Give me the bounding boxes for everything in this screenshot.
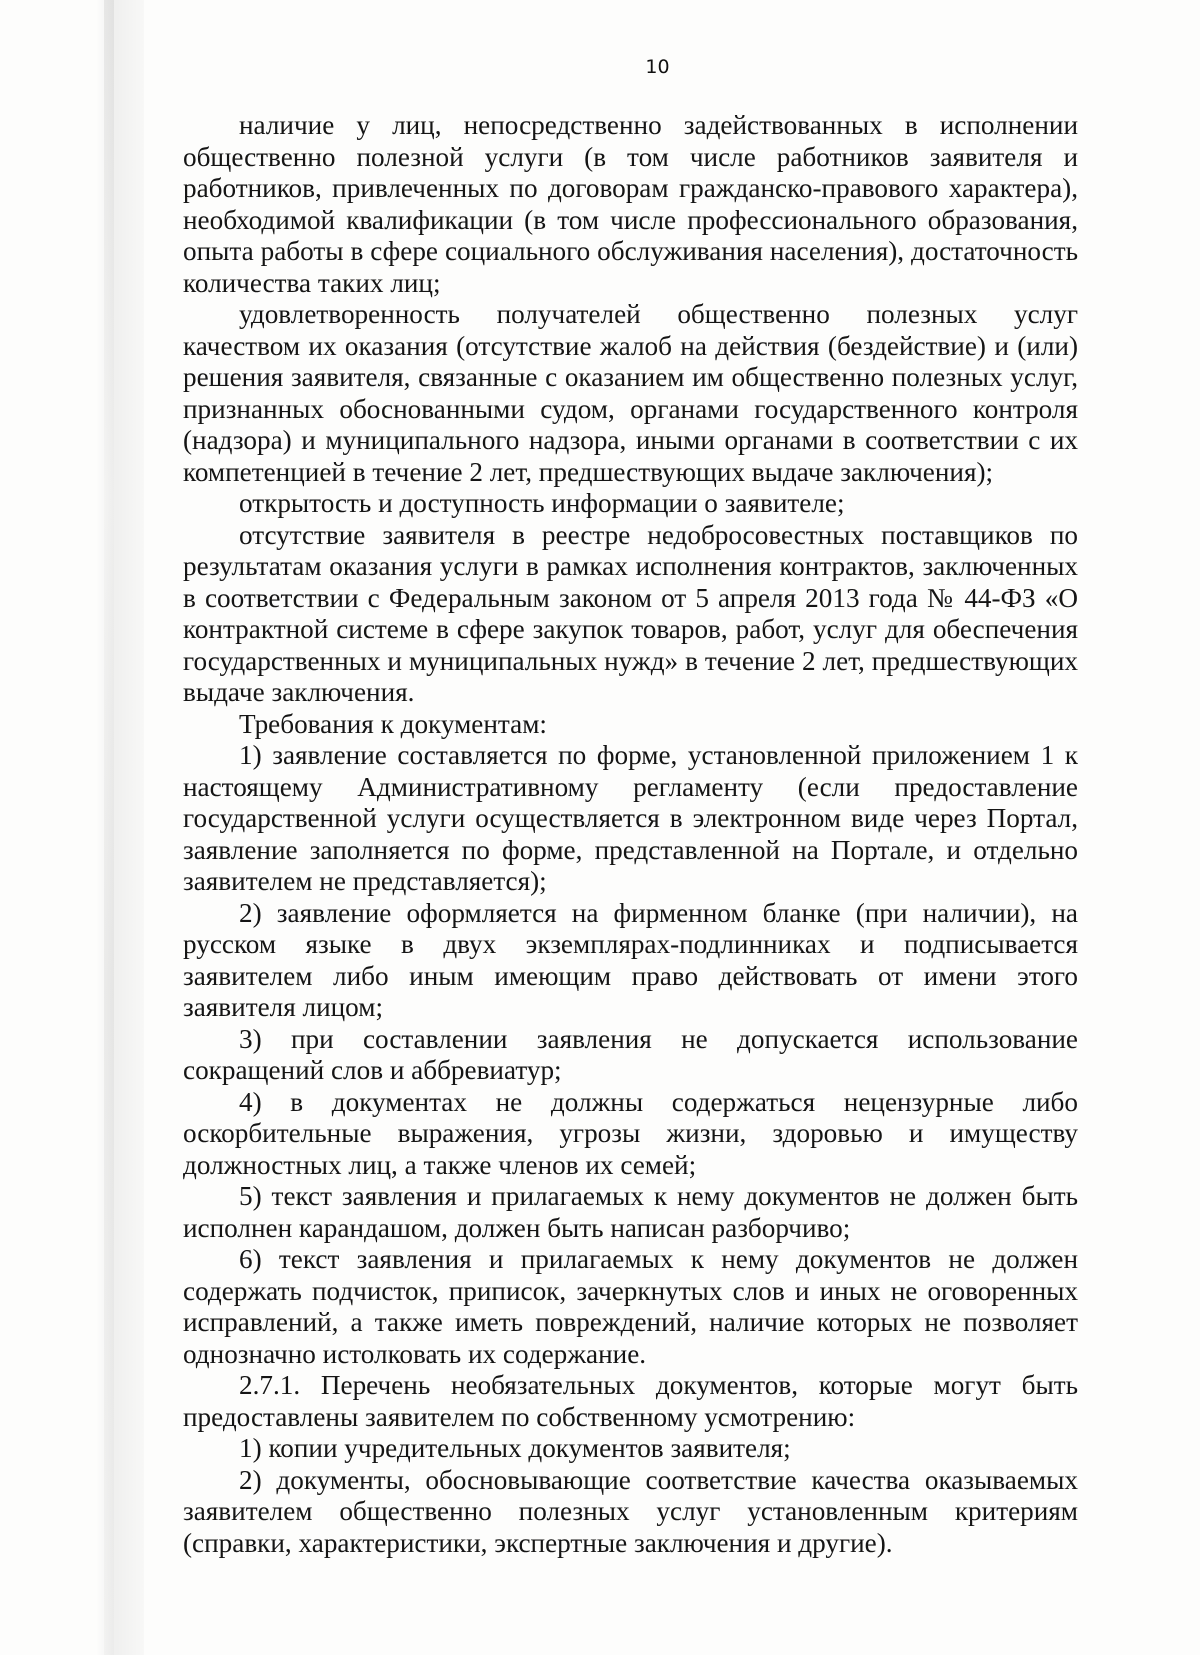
page-number: 10 <box>645 56 670 78</box>
paragraph-requirements-heading: Требования к документам: <box>239 708 547 739</box>
document-body <box>183 110 1078 1559</box>
paragraph-satisfaction: удовлетворенность получателей общественно полезных услуг качеством их оказания (отсутствие жалоб на действия (бездействие) и (или) решения заявителя, связанные с оказанием им общественно полезных услуг, признанных обоснованными судом, органами государственного контроля (надзора) и муниципального надзора, иными органами в соответствии с их компетенцией в течение 2 лет, предшествующих выдаче заключения); <box>183 299 1078 487</box>
requirement-item-6: 6) текст заявления и прилагаемых к нему документов не должен содержать подчисток, приписок, зачеркнутых слов и иных не оговоренных исправлений, а также иметь повреждений, наличие которых не позволяет однозначно истолковать их содержание. <box>183 1244 1078 1369</box>
scan-shadow-edge-inner <box>104 0 114 1655</box>
requirement-item-4: 4) в документах не должны содержаться нецензурные либо оскорбительные выражения, угрозы жизни, здоровью и имуществу должностных лиц, а также членов их семей; <box>183 1086 1078 1180</box>
requirement-item-2: 2) заявление оформляется на фирменном бланке (при наличии), на русском языке в двух экземплярах-подлинниках и подписывается заявителем либо иным имеющим право действовать от имени этого заявителя лицом; <box>183 897 1078 1022</box>
optional-document-item-2: 2) документы, обосновывающие соответствие качества оказываемых заявителем общественно полезных услуг установленным критериям (справки, характеристики, экспертные заключения и другие). <box>183 1464 1078 1558</box>
requirement-item-3: 3) при составлении заявления не допускается использование сокращений слов и аббревиатур; <box>183 1023 1078 1085</box>
paragraph-openness: открытость и доступность информации о заявителе; <box>239 488 845 518</box>
requirement-item-5: 5) текст заявления и прилагаемых к нему документов не должен быть исполнен карандашом, должен быть написан разборчиво; <box>183 1181 1078 1243</box>
paragraph-registry: отсутствие заявителя в реестре недобросовестных поставщиков по результатам оказания услуги в рамках исполнения контрактов, заключенных в соответствии с Федеральным законом от 5 апреля 2013 года № 44-ФЗ «О контрактной системе в сфере закупок товаров, работ, услуг для обеспечения государственных и муниципальных нужд» в течение 2 лет, предшествующих выдаче заключения. <box>183 519 1078 707</box>
requirement-item-1: 1) заявление составляется по форме, установленной приложением 1 к настоящему Административному регламенту (если предоставление государственной услуги осуществляется в электронном виде через Портал, заявление заполняется по форме, представленной на Портале, и отдельно заявителем не представляется); <box>183 740 1078 896</box>
optional-document-item-1: 1) копии учредительных документов заявителя; <box>239 1433 791 1463</box>
section-2-7-1: 2.7.1. Перечень необязательных документов, которые могут быть предоставлены заявителем по собственному усмотрению: <box>183 1370 1078 1432</box>
paragraph-qualification: наличие у лиц, непосредственно задействованных в исполнении общественно полезной услуги (в том числе работников заявителя и работников, привлеченных по договорам гражданско-правового характера), необходимой квалификации (в том числе профессионального образования, опыта работы в сфере социального обслуживания населения), достаточность количества таких лиц; <box>183 110 1078 298</box>
